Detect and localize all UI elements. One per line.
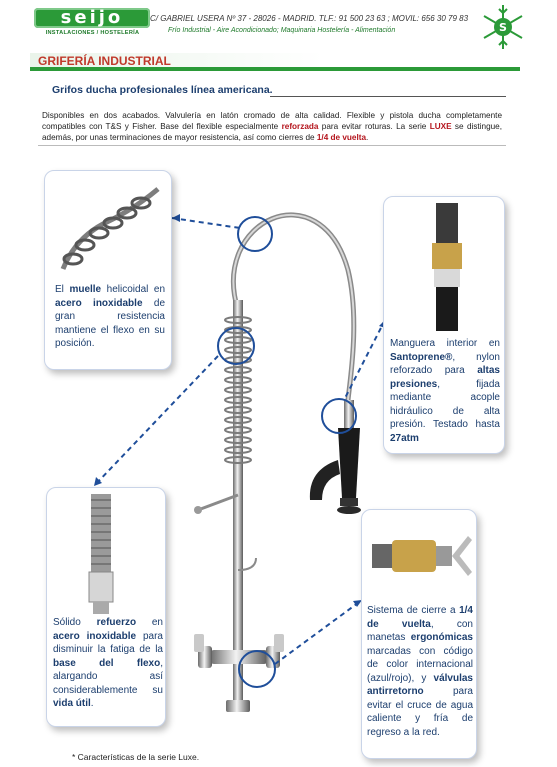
pre-rinse-tap-illustration <box>170 160 380 730</box>
callout-base-text <box>53 616 163 711</box>
base-text-3: para disminuir la fatiga de la <box>53 630 163 655</box>
spring-bold-1: muelle <box>69 284 102 295</box>
valve-text-4: para evitar el cruce de agua caliente y fría de regreso a la red. <box>367 686 473 738</box>
callout-quarter-turn-valve <box>361 509 477 759</box>
valve-bold-3: válvulas antirretorno <box>367 672 473 697</box>
valve-text-2: , con manetas <box>367 618 473 643</box>
intro-highlight-reforzada: reforzada <box>281 122 319 131</box>
base-bold-1: refuerzo <box>96 617 137 628</box>
logo-wordmark: seijo <box>34 8 150 28</box>
intro-text-4: . <box>366 133 369 142</box>
intro-text-2: para evitar roturas. La serie <box>318 122 430 131</box>
svg-text:S: S <box>499 21 507 34</box>
reinforcement-sleeve-image <box>81 494 121 614</box>
valve-bold-1: 1/4 de vuelta <box>367 605 473 630</box>
hose-text-2: , nylon reforzado para <box>390 351 500 376</box>
intro-highlight-quarter-turn: 1/4 de vuelta <box>316 133 367 142</box>
valve-bold-2: ergonómicas <box>410 632 473 643</box>
company-services: Frío Industrial - Aire Acondicionado; Maquinaria Hostelería - Alimentación <box>168 27 396 34</box>
valve-text-3: marcadas con código de color internacional (azul/rojo), y <box>367 645 473 684</box>
section-title-bar <box>30 53 520 71</box>
subtitle-divider <box>270 96 506 97</box>
section-title: GRIFERÍA INDUSTRIAL <box>38 54 171 68</box>
valve-text-1: Sistema de cierre a <box>367 605 460 616</box>
base-bold-4: vida útil <box>53 698 91 709</box>
base-bold-2: acero inoxidable <box>53 630 137 642</box>
hose-bold-3: 27atm <box>390 432 419 444</box>
logo-tagline: INSTALACIONES / HOSTELERÍA <box>45 30 140 36</box>
footnote: * Características de la serie Luxe. <box>72 752 200 762</box>
callout-spring-text <box>55 283 165 351</box>
callout-valve-text <box>367 604 473 739</box>
callout-base-reinforcement <box>46 487 166 727</box>
snowflake-emblem-icon <box>478 2 528 52</box>
intro-paragraph <box>38 108 506 146</box>
valve-cartridge-image <box>368 516 472 596</box>
base-bold-3: base del flexo <box>53 657 161 669</box>
spring-closeup-image <box>53 179 165 279</box>
base-text-4: , alargando así considerablemente su <box>53 657 163 696</box>
company-address: C/ GABRIEL USERA Nº 37 - 28026 - MADRID. TLF.: 91 500 23 63 ; MOVIL: 656 30 79 83 <box>150 14 469 23</box>
hose-text-1: Manguera interior en <box>390 338 500 349</box>
callout-hose-text <box>390 337 500 445</box>
callout-spring <box>44 170 172 370</box>
base-text-1: Sólido <box>53 617 97 628</box>
base-text-2: en <box>136 617 163 628</box>
hose-bold-2: altas presiones <box>390 365 500 390</box>
product-subtitle: Grifos ducha profesionales línea americana. <box>52 84 273 96</box>
intro-text-1: Disponibles en dos acabados. Valvulería en latón cromado de alta calidad. Flexible y pistola ducha completamente compatibles con T&S y Fisher. Base del flexible especialmente <box>42 111 502 131</box>
hose-text-3: , fijada mediante acople hidráulico de alta presión. Testado hasta <box>390 378 500 430</box>
callout-hose <box>383 196 505 454</box>
hose-coupling-image <box>422 203 472 331</box>
spring-text-2: helicoidal en <box>101 284 166 295</box>
intro-highlight-luxe: LUXE <box>429 122 452 131</box>
hose-bold-1: Santoprene® <box>390 351 453 363</box>
base-text-5: . <box>90 698 94 709</box>
company-logo <box>30 8 155 40</box>
intro-text-3: se distingue, además, por unas terminaciones de mayor resistencia, así como cierres de <box>42 122 503 142</box>
spring-text-3: de gran resistencia mantiene el flexo en su posición. <box>55 297 166 349</box>
spring-bold-2: acero inoxidable <box>55 297 143 309</box>
spring-text-1: El <box>55 284 70 295</box>
